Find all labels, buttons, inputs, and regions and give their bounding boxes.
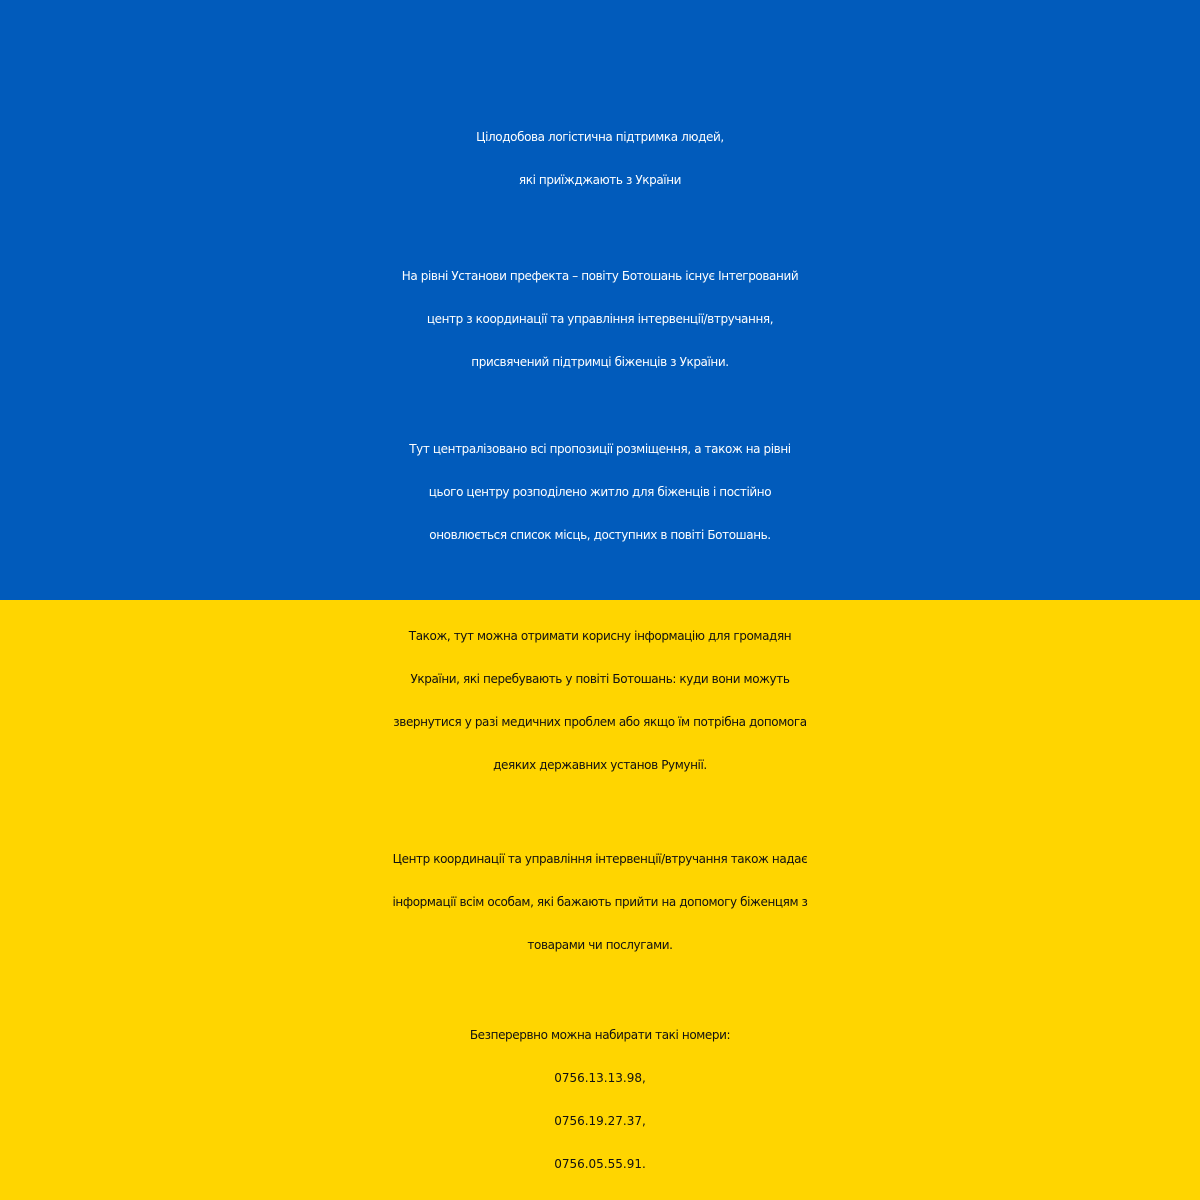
phone-number[interactable]: 0756.05.55.91. bbox=[554, 1157, 646, 1171]
paragraph-helpers-information bbox=[0, 838, 1200, 967]
paragraph-line: цього центру розподілено житло для біженців і постійно bbox=[428, 485, 772, 499]
phone-number[interactable]: 0756.19.27.37, bbox=[554, 1114, 646, 1128]
paragraph-line: інформації всім особам, які бажають прийти на допомогу біженцям з bbox=[392, 895, 808, 909]
paragraph-line: Центр координації та управління інтервенції/втручання також надає bbox=[392, 852, 808, 866]
paragraph-line: присвячений підтримці біженців з України. bbox=[471, 355, 729, 369]
title-line: Цілодобова логістична підтримка людей, bbox=[476, 130, 724, 144]
paragraph-line: деяких державних установ Румунії. bbox=[493, 758, 707, 772]
contact-numbers bbox=[0, 1014, 1200, 1186]
paragraph-line: звернутися у разі медичних проблем або якщо їм потрібна допомога bbox=[393, 715, 807, 729]
paragraph-line: На рівні Установи префекта – повіту Ботошань існує Інтегрований bbox=[401, 269, 799, 283]
paragraph-integrated-center bbox=[0, 255, 1200, 384]
title-line: які приїжджають з України bbox=[518, 173, 682, 187]
poster-title bbox=[0, 116, 1200, 202]
paragraph-accommodation bbox=[0, 428, 1200, 557]
paragraph-line: центр з координації та управління інтервенції/втручання, bbox=[426, 312, 774, 326]
paragraph-line: Також, тут можна отримати корисну інформацію для громадян bbox=[408, 629, 792, 643]
paragraph-useful-information bbox=[0, 615, 1200, 787]
contact-intro: Безперервно можна набирати такі номери: bbox=[469, 1028, 731, 1042]
paragraph-line: оновлюється список місць, доступних в повіті Ботошань. bbox=[429, 528, 771, 542]
paragraph-line: товарами чи послугами. bbox=[527, 938, 673, 952]
paragraph-line: України, які перебувають у повіті Ботошань: куди вони можуть bbox=[410, 672, 790, 686]
phone-number[interactable]: 0756.13.13.98, bbox=[554, 1071, 646, 1085]
paragraph-line: Тут централізовано всі пропозиції розміщення, а також на рівні bbox=[409, 442, 791, 456]
